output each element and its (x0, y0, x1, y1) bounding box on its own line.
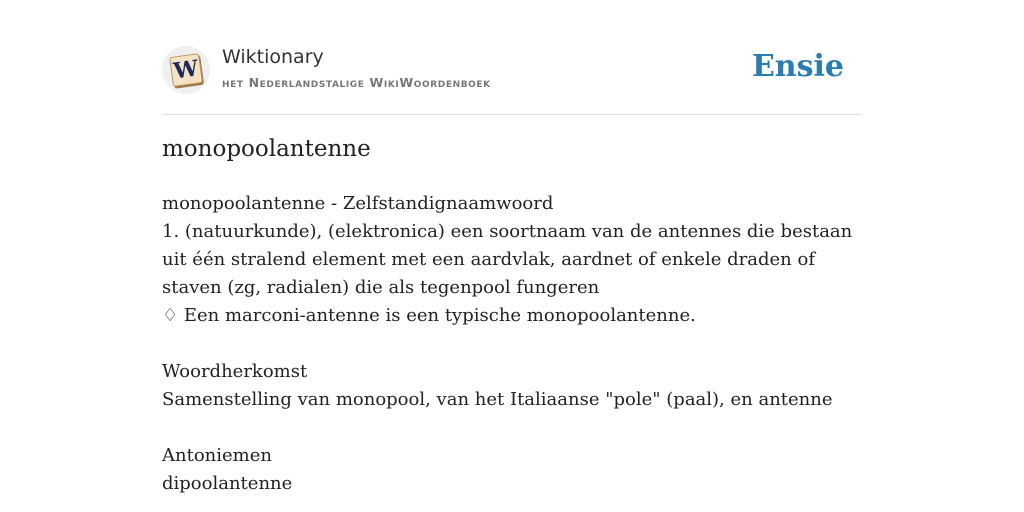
etymology-heading: Woordherkomst (162, 361, 308, 382)
ensie-brand-link[interactable]: Ensie (751, 49, 844, 84)
site-name[interactable]: Wiktionary (222, 46, 324, 68)
antonyms-text: dipoolantenne (162, 473, 293, 494)
entry-body (162, 190, 862, 498)
logo-tile: W (169, 53, 203, 87)
spacer (162, 414, 862, 442)
antonyms-heading: Antoniemen (162, 445, 272, 466)
etymology-text: Samenstelling van monopool, van het Italiaanse "pole" (paal), en antenne (162, 389, 833, 410)
headword-line: monopoolantenne - Zelfstandignaamwoord (162, 193, 554, 214)
spacer (162, 330, 862, 358)
example-sentence: ♢ Een marconi-antenne is een typische monopoolantenne. (162, 305, 696, 326)
page-title: monopoolantenne (162, 136, 371, 162)
wiktionary-logo-icon[interactable] (162, 46, 210, 94)
site-header (162, 44, 862, 115)
site-tagline: het Nederlandstalige WikiWoordenboek (222, 75, 491, 90)
definition: 1. (natuurkunde), (elektronica) een soortnaam van de antennes die bestaan uit één stralend element met een aardvlak, aardnet of enkele draden of staven (zg, radialen) die als tegenpool fungeren (162, 221, 853, 298)
